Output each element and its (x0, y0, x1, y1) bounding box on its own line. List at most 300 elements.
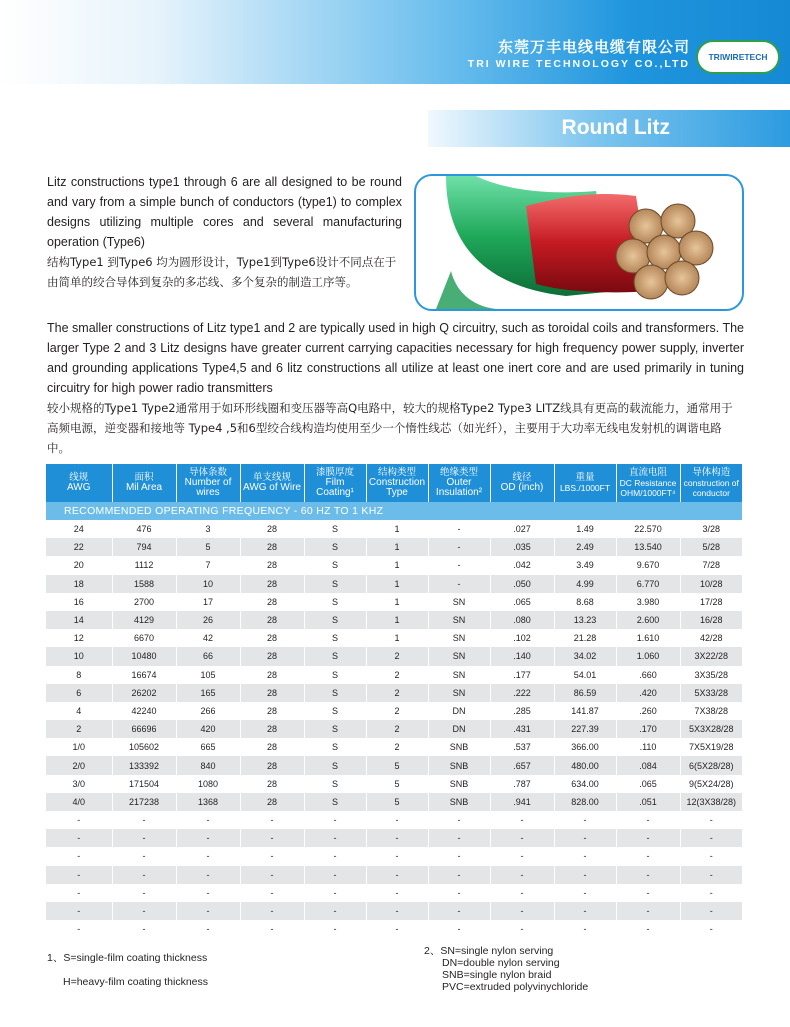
table-cell: - (304, 884, 366, 902)
table-row (46, 866, 742, 884)
note-1-line-1: 1、S=single-film coating thickness (47, 952, 208, 964)
table-cell: 6.770 (616, 575, 680, 593)
table-cell: - (46, 902, 112, 920)
table-cell: 28 (240, 520, 304, 538)
table-cell: 10/28 (680, 575, 742, 593)
table-cell: 6(5X28/28) (680, 756, 742, 774)
spec-table (46, 464, 742, 938)
table-cell: 266 (176, 702, 240, 720)
table-cell: 28 (240, 684, 304, 702)
table-cell: - (366, 811, 428, 829)
table-cell: 8 (46, 666, 112, 684)
table-cell: 21.28 (554, 629, 616, 647)
table-cell: - (428, 829, 490, 847)
table-cell: 28 (240, 720, 304, 738)
table-cell: .140 (490, 647, 554, 665)
table-cell: 3X22/28 (680, 647, 742, 665)
table-cell: .110 (616, 738, 680, 756)
note-2-line-3: SNB=single nylon braid (442, 969, 552, 981)
table-cell: 227.39 (554, 720, 616, 738)
table-cell: - (554, 847, 616, 865)
table-cell: 1 (366, 611, 428, 629)
frequency-label: RECOMMENDED OPERATING FREQUENCY - 60 HZ TO 1 KHZ (46, 502, 742, 520)
table-cell: 86.59 (554, 684, 616, 702)
table-cell: .051 (616, 793, 680, 811)
table-cell: SN (428, 593, 490, 611)
table-cell: - (616, 866, 680, 884)
table-cell: - (680, 866, 742, 884)
company-name-cn: 东莞万丰电线电缆有限公司 (497, 38, 690, 56)
company-logo (696, 40, 780, 74)
table-cell: S (304, 593, 366, 611)
table-cell: - (176, 866, 240, 884)
table-cell: - (428, 575, 490, 593)
table-cell: 42240 (112, 702, 176, 720)
table-cell: 14 (46, 611, 112, 629)
table-cell: 217238 (112, 793, 176, 811)
company-name-en: TRI WIRE TECHNOLOGY CO.,LTD (467, 58, 690, 70)
table-cell: S (304, 775, 366, 793)
table-header-row (46, 464, 742, 502)
table-cell: - (176, 829, 240, 847)
table-cell: 28 (240, 556, 304, 574)
table-cell: S (304, 702, 366, 720)
table-cell: SNB (428, 738, 490, 756)
table-cell: - (176, 884, 240, 902)
table-row (46, 684, 742, 702)
table-cell: 16 (46, 593, 112, 611)
table-cell: - (554, 902, 616, 920)
table-cell: .260 (616, 702, 680, 720)
table-row (46, 647, 742, 665)
table-cell: 4/0 (46, 793, 112, 811)
table-cell: 3/28 (680, 520, 742, 538)
table-cell: - (176, 847, 240, 865)
table-cell: .065 (616, 775, 680, 793)
table-cell: - (240, 884, 304, 902)
table-cell: - (554, 829, 616, 847)
intro-cn: 结构Type1 到Type6 均为圆形设计，Type1到Type6设计不同点在于由简单的绞合导体到复杂的多芯线、多个复杂的制造工序等。 (47, 255, 397, 289)
table-cell: 7X5X19/28 (680, 738, 742, 756)
table-cell: - (428, 902, 490, 920)
table-cell: .170 (616, 720, 680, 738)
table-cell: 165 (176, 684, 240, 702)
table-cell: - (490, 847, 554, 865)
table-cell: 1 (366, 538, 428, 556)
table-cell: - (490, 829, 554, 847)
table-cell: 6 (46, 684, 112, 702)
table-row (46, 775, 742, 793)
litz-wire-illustration (416, 176, 742, 309)
table-cell: - (680, 884, 742, 902)
table-cell: - (112, 847, 176, 865)
table-cell: - (46, 811, 112, 829)
table-cell: - (366, 866, 428, 884)
table-cell: 105 (176, 666, 240, 684)
table-cell: 22 (46, 538, 112, 556)
table-cell: 2/0 (46, 756, 112, 774)
table-cell: 6670 (112, 629, 176, 647)
table-cell: - (240, 902, 304, 920)
table-cell: 18 (46, 575, 112, 593)
table-cell: 4 (46, 702, 112, 720)
table-cell: 366.00 (554, 738, 616, 756)
table-cell: SN (428, 684, 490, 702)
table-cell: S (304, 738, 366, 756)
table-cell: 5X33/28 (680, 684, 742, 702)
col-header-od: 线径 OD (inch) (490, 464, 554, 502)
col-header-construction-type: 结构类型 Construction Type (366, 464, 428, 502)
table-cell: 1.060 (616, 647, 680, 665)
col-header-mil-area: 面积 Mil Area (112, 464, 176, 502)
table-cell: - (240, 920, 304, 938)
table-cell: SN (428, 629, 490, 647)
table-cell: - (366, 902, 428, 920)
table-cell: - (616, 847, 680, 865)
table-cell: - (366, 920, 428, 938)
table-cell: 22.570 (616, 520, 680, 538)
table-cell: 3/0 (46, 775, 112, 793)
table-cell: .102 (490, 629, 554, 647)
table-cell: - (240, 866, 304, 884)
table-cell: S (304, 575, 366, 593)
table-cell: 54.01 (554, 666, 616, 684)
table-cell: 42/28 (680, 629, 742, 647)
table-cell: .027 (490, 520, 554, 538)
table-cell: - (680, 902, 742, 920)
table-cell: 5 (366, 775, 428, 793)
note-1-line-2: H=heavy-film coating thickness (63, 976, 209, 988)
table-cell: .537 (490, 738, 554, 756)
table-cell: SN (428, 647, 490, 665)
table-cell: 141.87 (554, 702, 616, 720)
table-cell: 828.00 (554, 793, 616, 811)
table-cell: - (240, 811, 304, 829)
table-cell: SN (428, 666, 490, 684)
col-header-film-coating: 漆膜厚度 Film Coating¹ (304, 464, 366, 502)
table-cell: 24 (46, 520, 112, 538)
col-header-number-of-wires: 导体条数 Number of wires (176, 464, 240, 502)
table-row (46, 702, 742, 720)
table-row (46, 611, 742, 629)
table-cell: 28 (240, 775, 304, 793)
table-row (46, 720, 742, 738)
table-cell: - (490, 884, 554, 902)
table-cell: - (112, 829, 176, 847)
table-cell: 476 (112, 520, 176, 538)
table-row (46, 593, 742, 611)
table-cell: .222 (490, 684, 554, 702)
table-cell: - (176, 811, 240, 829)
table-row (46, 884, 742, 902)
table-cell: 1 (366, 629, 428, 647)
table-cell: - (616, 902, 680, 920)
table-cell: 28 (240, 793, 304, 811)
table-cell: - (428, 866, 490, 884)
table-cell: .941 (490, 793, 554, 811)
table-cell: - (680, 811, 742, 829)
table-row (46, 920, 742, 938)
table-cell: 2.49 (554, 538, 616, 556)
table-cell: - (490, 902, 554, 920)
table-cell: 12(3X38/28) (680, 793, 742, 811)
table-cell: - (112, 811, 176, 829)
table-cell: - (616, 829, 680, 847)
table-cell: - (366, 884, 428, 902)
table-cell: 133392 (112, 756, 176, 774)
table-cell: S (304, 720, 366, 738)
table-cell: S (304, 629, 366, 647)
table-cell: 1/0 (46, 738, 112, 756)
logo-text: TRIWIRETECH (708, 52, 768, 62)
table-cell: 3X35/28 (680, 666, 742, 684)
table-cell: 1080 (176, 775, 240, 793)
table-row (46, 756, 742, 774)
table-cell: 1.610 (616, 629, 680, 647)
table-cell: 28 (240, 756, 304, 774)
table-cell: 28 (240, 611, 304, 629)
table-cell: .050 (490, 575, 554, 593)
table-cell: 17 (176, 593, 240, 611)
table-row (46, 829, 742, 847)
table-cell: - (240, 847, 304, 865)
table-cell: - (428, 847, 490, 865)
table-cell: - (176, 920, 240, 938)
table-cell: 66696 (112, 720, 176, 738)
table-cell: - (46, 866, 112, 884)
table-cell: 3.49 (554, 556, 616, 574)
table-row (46, 902, 742, 920)
note-2-line-1: 2、SN=single nylon serving (424, 945, 554, 957)
page-title: Round Litz (561, 116, 670, 139)
table-cell: 16674 (112, 666, 176, 684)
table-cell: 13.23 (554, 611, 616, 629)
table-row (46, 520, 742, 538)
table-cell: 28 (240, 629, 304, 647)
table-cell: 2 (366, 720, 428, 738)
table-cell: - (554, 811, 616, 829)
table-row (46, 575, 742, 593)
table-cell: - (112, 884, 176, 902)
table-cell: S (304, 556, 366, 574)
table-cell: 1112 (112, 556, 176, 574)
table-cell: 2 (366, 738, 428, 756)
table-cell: 2 (366, 684, 428, 702)
table-cell: 420 (176, 720, 240, 738)
table-cell: 4.99 (554, 575, 616, 593)
table-cell: - (680, 920, 742, 938)
table-cell: SNB (428, 793, 490, 811)
table-cell: 10 (46, 647, 112, 665)
table-cell: 2 (366, 666, 428, 684)
table-cell: S (304, 611, 366, 629)
table-cell: 28 (240, 738, 304, 756)
table-cell: - (304, 866, 366, 884)
table-cell: S (304, 793, 366, 811)
table-cell: 7 (176, 556, 240, 574)
table-cell: - (428, 520, 490, 538)
table-cell: 12 (46, 629, 112, 647)
table-cell: 2 (366, 647, 428, 665)
table-cell: 1 (366, 593, 428, 611)
table-cell: 26202 (112, 684, 176, 702)
table-cell: 5 (366, 756, 428, 774)
table-cell: - (428, 556, 490, 574)
col-header-conductor-construction: 导体构造 construction of conductor (680, 464, 742, 502)
table-cell: 840 (176, 756, 240, 774)
table-cell: - (112, 902, 176, 920)
table-row (46, 793, 742, 811)
table-cell: .042 (490, 556, 554, 574)
table-cell: - (240, 829, 304, 847)
table-cell: - (176, 902, 240, 920)
table-cell: 42 (176, 629, 240, 647)
table-cell: S (304, 647, 366, 665)
table-cell: - (428, 811, 490, 829)
litz-wire-photo (414, 174, 744, 311)
table-cell: 20 (46, 556, 112, 574)
table-cell: - (46, 884, 112, 902)
note-2-line-4: PVC=extruded polyvinychloride (442, 981, 589, 993)
table-cell: 66 (176, 647, 240, 665)
table-cell: 794 (112, 538, 176, 556)
table-cell: .657 (490, 756, 554, 774)
table-cell: DN (428, 720, 490, 738)
table-cell: .035 (490, 538, 554, 556)
table-cell: 10 (176, 575, 240, 593)
table-cell: 1 (366, 556, 428, 574)
table-cell: .420 (616, 684, 680, 702)
col-header-awg: 线规 AWG (46, 464, 112, 502)
table-cell: SNB (428, 756, 490, 774)
page-header (0, 0, 790, 84)
table-cell: 16/28 (680, 611, 742, 629)
table-cell: 7/28 (680, 556, 742, 574)
table-cell: S (304, 756, 366, 774)
table-cell: 5 (176, 538, 240, 556)
table-cell: - (366, 829, 428, 847)
table-cell: - (490, 866, 554, 884)
table-cell: DN (428, 702, 490, 720)
table-cell: 5 (366, 793, 428, 811)
col-header-outer-insulation: 绝缘类型 Outer Insulation² (428, 464, 490, 502)
table-cell: 1368 (176, 793, 240, 811)
table-cell: 9.670 (616, 556, 680, 574)
table-cell: 2700 (112, 593, 176, 611)
table-cell: 28 (240, 593, 304, 611)
table-cell: S (304, 538, 366, 556)
table-cell: 5X3X28/28 (680, 720, 742, 738)
table-cell: 480.00 (554, 756, 616, 774)
table-cell: 26 (176, 611, 240, 629)
description-en: The smaller constructions of Litz type1 and 2 are typically used in high Q circuitry, such as toroidal coils and transformers. The larger Type 2 and 3 Litz designs have greater current carrying capacities necessary for high frequency power supply, inverter and grounding applications Type4,5 and 6 litz constructions all utilize at least one inert core and are used primarily in tuning circuitry for high power radio transmitters (47, 321, 744, 395)
table-cell: .084 (616, 756, 680, 774)
table-cell: 1 (366, 575, 428, 593)
table-cell: SNB (428, 775, 490, 793)
table-cell: - (304, 829, 366, 847)
table-cell: S (304, 666, 366, 684)
table-row (46, 538, 742, 556)
table-cell: 28 (240, 538, 304, 556)
table-cell: .285 (490, 702, 554, 720)
table-cell: 17/28 (680, 593, 742, 611)
table-row (46, 811, 742, 829)
table-cell: 34.02 (554, 647, 616, 665)
table-cell: 28 (240, 702, 304, 720)
table-cell: 28 (240, 647, 304, 665)
table-cell: - (46, 920, 112, 938)
table-cell: 28 (240, 575, 304, 593)
col-header-dc-resistance: 直流电阻 DC Resistance OHM/1000FT⁴ (616, 464, 680, 502)
table-cell: 1588 (112, 575, 176, 593)
table-cell: - (554, 866, 616, 884)
table-cell: 8.68 (554, 593, 616, 611)
table-cell: - (304, 847, 366, 865)
table-cell: - (46, 829, 112, 847)
table-cell: - (616, 811, 680, 829)
table-row (46, 847, 742, 865)
table-cell: - (428, 538, 490, 556)
table-cell: 3 (176, 520, 240, 538)
table-cell: - (112, 866, 176, 884)
table-cell: - (366, 847, 428, 865)
table-cell: 665 (176, 738, 240, 756)
col-header-awg-of-wire: 单支线规 AWG of Wire (240, 464, 304, 502)
table-cell: - (554, 884, 616, 902)
note-2-line-2: DN=double nylon serving (442, 957, 560, 969)
table-cell: - (304, 811, 366, 829)
title-bar (428, 110, 790, 147)
table-cell: - (680, 847, 742, 865)
table-cell: - (680, 829, 742, 847)
intro-en: Litz constructions type1 through 6 are all designed to be round and vary from a simple bunch of conductors (type1) to complex designs utilizing multiple cores and several manufacturing operation (Type6) (47, 175, 402, 249)
table-row (46, 738, 742, 756)
table-cell: S (304, 520, 366, 538)
table-cell: 5/28 (680, 538, 742, 556)
table-cell: - (490, 811, 554, 829)
table-cell: - (616, 884, 680, 902)
table-cell: S (304, 684, 366, 702)
table-cell: 4129 (112, 611, 176, 629)
table-cell: 7X38/28 (680, 702, 742, 720)
table-row (46, 556, 742, 574)
table-cell: 3.980 (616, 593, 680, 611)
table-cell: - (304, 902, 366, 920)
table-cell: 10480 (112, 647, 176, 665)
table-cell: SN (428, 611, 490, 629)
table-cell: 171504 (112, 775, 176, 793)
table-cell: .080 (490, 611, 554, 629)
table-cell: 1 (366, 520, 428, 538)
table-cell: .177 (490, 666, 554, 684)
table-cell: - (428, 884, 490, 902)
table-cell: - (304, 920, 366, 938)
table-cell: - (616, 920, 680, 938)
table-cell: .431 (490, 720, 554, 738)
table-cell: .065 (490, 593, 554, 611)
table-cell: 105602 (112, 738, 176, 756)
table-cell: 2 (366, 702, 428, 720)
table-cell: - (112, 920, 176, 938)
table-cell: 2 (46, 720, 112, 738)
table-cell: .787 (490, 775, 554, 793)
col-header-weight: 重量 LBS./1000FT (554, 464, 616, 502)
table-cell: .660 (616, 666, 680, 684)
description-cn: 较小规格的Type1 Type2通常用于如环形线圈和变压器等高Q电路中，较大的规格Type2 Type3 LITZ线具有更高的载流能力，通常用于高频电源，逆变器和接地等 Type4 ,5和6型绞合线构造均使用至少一个惰性线芯（如光纤），主要用于大功率无线电发射机的调谐电路中。 (47, 401, 733, 455)
table-cell: - (490, 920, 554, 938)
frequency-row (46, 502, 742, 520)
table-cell: 1.49 (554, 520, 616, 538)
